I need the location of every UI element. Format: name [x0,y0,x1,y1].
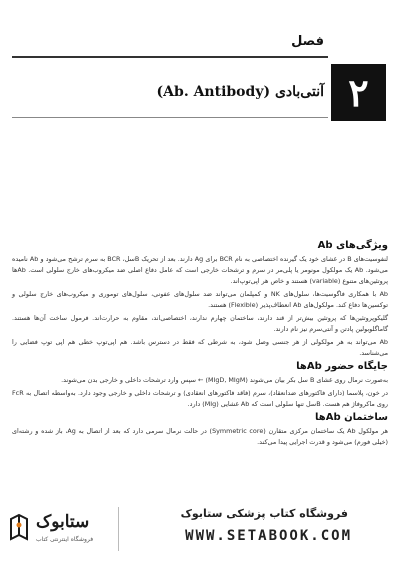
chapter-label: فصل [291,34,324,49]
store-name: فروشگاه کتاب پزشکی ستابوک [180,507,348,520]
chapter-title: آنتی‌بادی (Ab. Antibody) [156,84,324,100]
store-url-link[interactable]: WWW.SETABOOK.COM [185,528,352,544]
header-divider [12,56,328,58]
logo-subtitle: فروشگاه اینترنتی کتاب [36,536,94,543]
paragraph: Ab با همکاری فاگوسیت‌ها، سلول‌های NK و کمپلمان می‌تواند ضد سلول‌های عفونی، سلول‌های توموری و میکروب‌های خارج سلولی و توکسین‌ها دفاع کند. مولکول‌های Ab انعطاف‌پذیر (Flexible) هستند. [12,290,388,309]
paragraph: در خون، پلاسما (دارای فاکتورهای ضدانعقاد)، سرم (فاقد فاکتورهای انعقادی) و ترشحات داخلی و خارجی وجود دارد. به‌واسطه اتصال به FcR روی ماکروفاژ هم هست. Bسل تنها سلولی است که Ab غشایی (MIg) دارد. [12,389,388,408]
paragraph: Ab می‌تواند به هر مولکولی از هر جنسی وصل شود، به شرطی که فقط در دسترس باشد. هم اپی‌توپ خطی هم اپی توپ فضایی را می‌شناسد. [12,338,388,357]
paragraph: هر مولکول Ab یک ساختمان مرکزی متقارن (Symmetric core) در حالت نرمال سرمی دارد که بعد از اتصال به Ag، باز شده و رشته‌ای (خیلی فورم) می‌شود و قدرت اجرایی پیدا می‌کند. [12,427,388,446]
section-heading: جایگاه حضور Abها [296,361,388,372]
section-properties [12,240,388,359]
section-heading: ساختمان Abها [315,412,388,423]
chapter-content [12,240,388,450]
footer [0,495,400,566]
paragraph: لنفوسیت‌های B در غشای خود یک گیرنده اختصاصی به نام BCR برای Ag دارند. بعد از تحریک Bسل، BCR به سرم ترشح می‌شود و Ab نامیده می‌شود. Ab یک مولکول مونومر یا پلی‌مر در سرم و ترشحات خارجی است که عامل دفاع اصلی ضد میکروب‌های خارج سلولی است. Abها پروتئین‌های متنوع (variable) هستند و خاص هر اپی‌توپ‌اند. [12,255,388,285]
section-structure [12,412,388,448]
footer-divider [118,507,119,551]
store-logo[interactable] [8,509,112,549]
paragraph: به‌صورت نرمال روی غشای B سل بکر بیان می‌شوند (MIgD, MIgM) ← سپس وارد ترشحات داخلی و خارجی بدن می‌شوند. [61,376,388,384]
logo-text: ستابوک [36,512,90,532]
section-locations [12,361,388,410]
section-heading: ویژگی‌های Ab [317,240,388,251]
title-divider [12,117,328,118]
book-logo-icon [8,513,30,543]
chapter-number-box: ۲ [331,64,386,121]
paragraph: گلیکوپروتئین‌ها که پروتئین بیش‌تر از قند دارند، ساختمان چهارم ندارند، اختصاصی‌اند، مقاوم به حرارت‌اند. فرمول ساخت آن‌ها هستند. گاماگلوبولین پادتن و آنتی‌سرم نیز نام دارند. [12,314,388,333]
